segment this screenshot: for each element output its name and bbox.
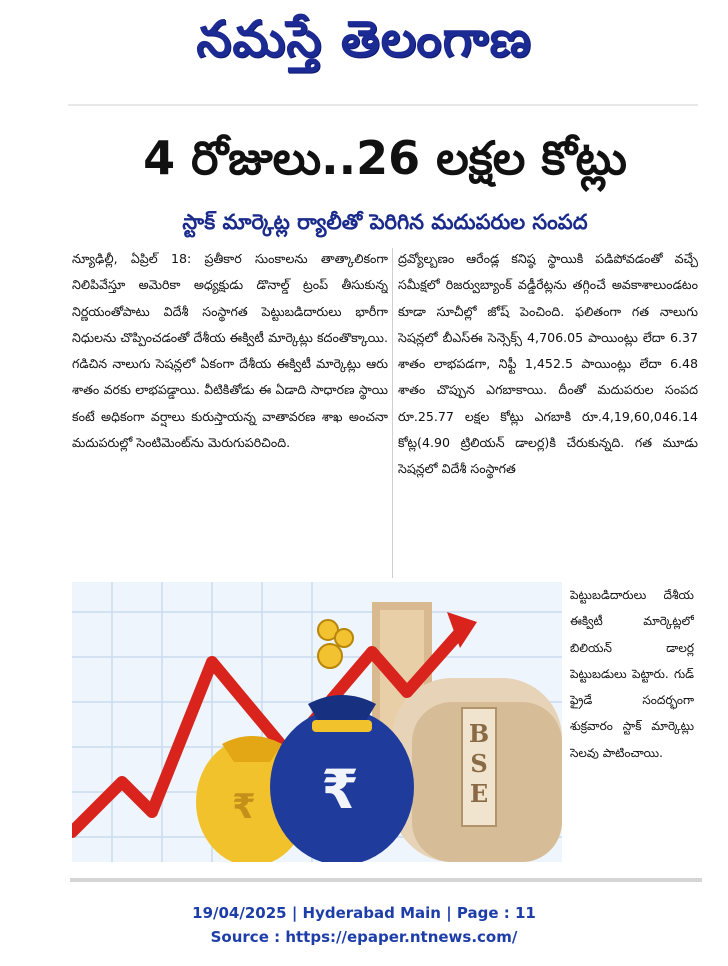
article-body-right-column: ద్రవ్యోల్బణం ఆరేండ్ల కనిష్ఠ స్థాయికి పడిపోవడంతో వచ్చే సమీక్షలో రిజర్వుబ్యాంక్ వడ్డీరేట్లను తగ్గించే అవకాశాలుండటం కూడా సూచీల్లో జోష్ పెంచింది. ఫలితంగా గత నాలుగు సెషన్లలో బీఎస్‌ఈ సెన్సెక్స్ 4,706.05 పాయింట్లు లేదా 6.37 శాతం లాభపడగా, నిఫ్టీ 1,452.5 పాయింట్లు లేదా 6.48 శాతం చొప్పున ఎగబాకాయి. దీంతో మదుపరుల సంపద రూ.25.77 లక్షల కోట్లు ఎగబాకి రూ.4,19,60,046.14 కోట్ల(4.90 ట్రిలియన్ డాలర్ల)కి చేరుకున్నది. గత మూడు సెషన్లలో విదేశీ సంస్థాగత: [398, 251, 698, 477]
bse-label-s: S: [470, 749, 488, 778]
masthead-divider: [68, 104, 698, 106]
illustration-svg: [72, 582, 562, 862]
footer-edition-info: 19/04/2025 | Hyderabad Main | Page : 11: [192, 904, 536, 922]
gold-bag-rupee-symbol: ₹: [232, 787, 256, 827]
masthead-title: నమస్తే తెలంగాణ: [196, 10, 532, 68]
bse-label-b: B: [468, 719, 490, 748]
footer-source-link[interactable]: Source : https://epaper.ntnews.com/: [210, 928, 518, 946]
bottom-rule: [70, 878, 702, 882]
article-headline: 4 రోజులు..26 లక్షల కోట్లు: [143, 131, 627, 185]
column-separator: [392, 248, 393, 578]
article-body-left-column: న్యూఢిల్లీ, ఏప్రిల్ 18: ప్రతీకార సుంకాలను తాత్కాలికంగా నిలిపివేస్తూ అమెరికా అధ్యక్షుడు డొనాల్డ్ ట్రంప్ తీసుకున్న నిర్ణయంతోపాటు విదేశీ సంస్థాగత పెట్టుబడిదారులు భారీగా నిధులను చొప్పించడంతో దేశీయ ఈక్విటీ మార్కెట్లు కదంతొక్కాయి. గడిచిన నాలుగు సెషన్లలో ఏకంగా దేశీయ ఈక్విటీ మార్కెట్లు ఆరు శాతం వరకు లాభపడ్డాయి. వీటికితోడు ఈ ఏడాది సాధారణ స్థాయి కంటే అధికంగా వర్షాలు కురుస్తాయన్న వాతావరణ శాఖ అంచనా మదుపరుల్లో సెంటిమెంట్‌ను మెరుగుపరిచింది.: [72, 251, 388, 451]
stock-market-illustration: [72, 582, 562, 862]
bse-label-e: E: [469, 779, 489, 808]
article-body-continued-column: పెట్టుబడిదారులు దేశీయ ఈక్విటీ మార్కెట్లలో బిలియన్ డాలర్ల పెట్టుబడులు పెట్టారు. గుడ్ ఫ్రైడే సందర్భంగా శుక్రవారం స్టాక్ మార్కెట్లు సెలవు పాటించాయి.: [570, 588, 694, 760]
article-subheadline: స్టాక్ మార్కెట్ల ర్యాలీతో పెరిగిన మదుపరుల సంపద: [182, 210, 588, 234]
blue-bag-rupee-symbol: ₹: [321, 758, 359, 821]
